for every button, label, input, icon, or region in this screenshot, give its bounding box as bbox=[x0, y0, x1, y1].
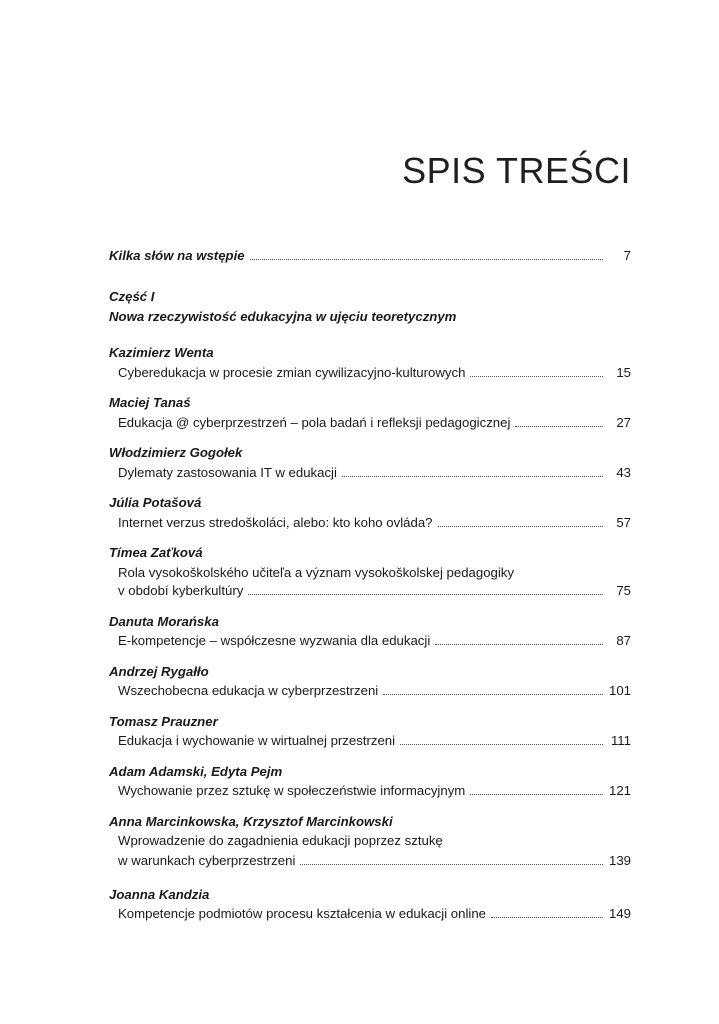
entry-title: Wszechobecna edukacja w cyberprzestrzeni bbox=[118, 683, 379, 698]
toc-entry[interactable] bbox=[109, 852, 631, 870]
entry-author: Włodzimierz Gogołek bbox=[109, 445, 243, 460]
dot-leader bbox=[438, 526, 604, 527]
toc-entry[interactable] bbox=[109, 414, 631, 432]
part-title: Nowa rzeczywistość edukacyjna w ujęciu teoretycznym bbox=[109, 309, 457, 324]
toc-entry[interactable] bbox=[109, 582, 631, 600]
page-number: 27 bbox=[616, 415, 631, 430]
part-label: Część I bbox=[109, 289, 155, 304]
entry-title-line1: Wprowadzenie do zagadnienia edukacji poprzez sztukę bbox=[118, 833, 443, 848]
entry-author: Joanna Kandzia bbox=[109, 887, 210, 902]
dot-leader bbox=[300, 864, 603, 865]
toc-entry-intro[interactable] bbox=[109, 247, 631, 265]
page-number: 75 bbox=[616, 583, 631, 598]
entry-author: Tomasz Prauzner bbox=[109, 714, 218, 729]
toc-entry[interactable] bbox=[109, 782, 631, 800]
entry-title-line1: Rola vysokoškolského učiteľa a význam vysokoškolskej pedagogiky bbox=[118, 565, 514, 580]
entry-title: w warunkach cyberprzestrzeni bbox=[118, 853, 296, 868]
page-number: 7 bbox=[623, 248, 631, 263]
dot-leader bbox=[342, 476, 603, 477]
page-title: SPIS TREŚCI bbox=[402, 150, 631, 191]
dot-leader bbox=[435, 644, 603, 645]
entry-title: Kompetencje podmiotów procesu kształcenia w edukacji online bbox=[118, 906, 486, 921]
toc-entry[interactable] bbox=[109, 732, 631, 750]
entry-title: Edukacja i wychowanie w wirtualnej przestrzeni bbox=[118, 733, 396, 748]
entry-title: Cyberedukacja w procesie zmian cywilizacyjno-kulturowych bbox=[118, 365, 466, 380]
toc-entry[interactable] bbox=[109, 364, 631, 382]
page-number: 101 bbox=[609, 683, 632, 698]
dot-leader bbox=[250, 259, 603, 260]
toc-entry[interactable] bbox=[109, 514, 631, 532]
toc-entry[interactable] bbox=[109, 682, 631, 700]
dot-leader bbox=[248, 594, 603, 595]
entry-author: Maciej Tanaś bbox=[109, 395, 191, 410]
toc-entry[interactable] bbox=[109, 464, 631, 482]
entry-author: Júlia Potašová bbox=[109, 495, 202, 510]
entry-author: Kazimierz Wenta bbox=[109, 345, 214, 360]
entry-author: Andrzej Rygałło bbox=[109, 664, 209, 679]
dot-leader bbox=[400, 744, 603, 745]
entry-author: Anna Marcinkowska, Krzysztof Marcinkowski bbox=[109, 814, 393, 829]
toc-entry[interactable] bbox=[109, 905, 631, 923]
entry-author: Danuta Morańska bbox=[109, 614, 219, 629]
dot-leader bbox=[383, 694, 603, 695]
toc-entry[interactable] bbox=[109, 632, 631, 650]
entry-title: E-kompetencje – współczesne wyzwania dla edukacji bbox=[118, 633, 431, 648]
entry-title: Wychowanie przez sztukę w społeczeństwie informacyjnym bbox=[118, 783, 466, 798]
page-number: 43 bbox=[616, 465, 631, 480]
page-number: 111 bbox=[610, 733, 631, 748]
page-number: 57 bbox=[616, 515, 631, 530]
entry-title: Internet verzus stredoškoláci, alebo: kto koho ovláda? bbox=[118, 515, 433, 530]
entry-title: Dylematy zastosowania IT w edukacji bbox=[118, 465, 337, 480]
page-number: 121 bbox=[609, 783, 632, 798]
page-number: 15 bbox=[616, 365, 631, 380]
entry-title: v období kyberkultúry bbox=[118, 583, 244, 598]
page-number: 87 bbox=[616, 633, 631, 648]
dot-leader bbox=[515, 426, 603, 427]
dot-leader bbox=[491, 917, 603, 918]
dot-leader bbox=[470, 376, 603, 377]
page-number: 149 bbox=[609, 906, 632, 921]
dot-leader bbox=[470, 794, 603, 795]
entry-author: Tímea Zaťková bbox=[109, 545, 203, 560]
entry-title: Edukacja @ cyberprzestrzeń – pola badań i refleksji pedagogicznej bbox=[118, 415, 511, 430]
intro-title: Kilka słów na wstępie bbox=[109, 248, 245, 263]
entry-author: Adam Adamski, Edyta Pejm bbox=[109, 764, 283, 779]
page-number: 139 bbox=[609, 853, 632, 868]
